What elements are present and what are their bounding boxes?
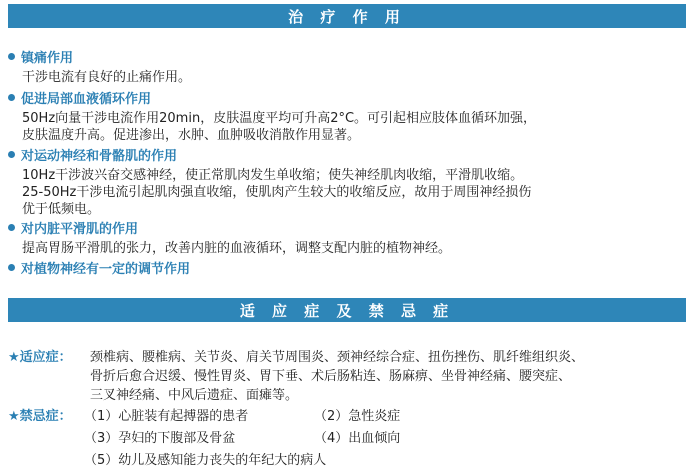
indication-line: 三叉神经痛、中风后遗症、面瘫等。 — [90, 388, 299, 403]
section-banner-therapeutic: 治 疗 作 用 — [8, 4, 686, 28]
bullet-icon — [8, 151, 15, 158]
heading-label: 镇痛作用 — [21, 51, 74, 66]
body-line: 50Hz向量干涉电流作用20min，皮肤温度平均可升高2°C。可引起相应肢体血循环加强， — [22, 111, 537, 126]
body-line: 提高胃肠平滑肌的张力，改善内脏的血液循环，调整支配内脏的植物神经。 — [22, 241, 452, 256]
body-line: 优于低频电。 — [22, 202, 101, 217]
heading-label: 对运动神经和骨骼肌的作用 — [21, 149, 178, 164]
contraindication-item: （3）孕妇的下腹部及骨盆 — [84, 431, 236, 446]
body-line: 干涉电流有良好的止痛作用。 — [22, 70, 192, 85]
body-line: 10Hz干涉波兴奋交感神经，使正常肌肉发生单收缩；使失神经肌肉收缩，平滑肌收缩。 — [22, 168, 524, 183]
body-line: 皮肤温度升高。促进渗出，水肿、血肿吸收消散作用显著。 — [22, 128, 361, 143]
indications-label: ★适应症： — [8, 350, 72, 365]
body-line: 25-50Hz干涉电流引起肌肉强直收缩，使肌肉产生较大的收缩反应，故用于周围神经损伤 — [22, 185, 532, 200]
contraindication-item: （5）幼儿及感知能力丧失的年纪大的病人 — [84, 453, 327, 468]
heading-label: 对植物神经有一定的调节作用 — [21, 262, 191, 277]
heading-motor-nerve — [8, 145, 177, 164]
indication-line: 颈椎病、腰椎病、关节炎、肩关节周围炎、颈神经综合症、扭伤挫伤、肌纤维组织炎、 — [90, 350, 585, 365]
bullet-icon — [8, 53, 15, 60]
contraindications-label: ★禁忌症： — [8, 409, 72, 424]
contraindication-item: （2）急性炎症 — [314, 409, 401, 424]
heading-analgesic — [8, 47, 73, 66]
heading-visceral — [8, 218, 138, 237]
indication-line: 骨折后愈合迟缓、慢性胃炎、胃下垂、术后肠粘连、肠麻痹、坐骨神经痛、腰突症、 — [90, 369, 572, 384]
contraindication-item: （4）出血倾向 — [314, 431, 401, 446]
bullet-icon — [8, 94, 15, 101]
bullet-icon — [8, 224, 15, 231]
heading-autonomic — [8, 258, 190, 277]
bullet-icon — [8, 264, 15, 271]
contraindication-item: （1）心脏装有起搏器的患者 — [84, 409, 249, 424]
heading-label: 对内脏平滑肌的作用 — [21, 222, 139, 237]
heading-label: 促进局部血液循环作用 — [21, 92, 152, 107]
section-banner-indications: 适 应 症 及 禁 忌 症 — [8, 298, 686, 322]
heading-circulation — [8, 88, 151, 107]
